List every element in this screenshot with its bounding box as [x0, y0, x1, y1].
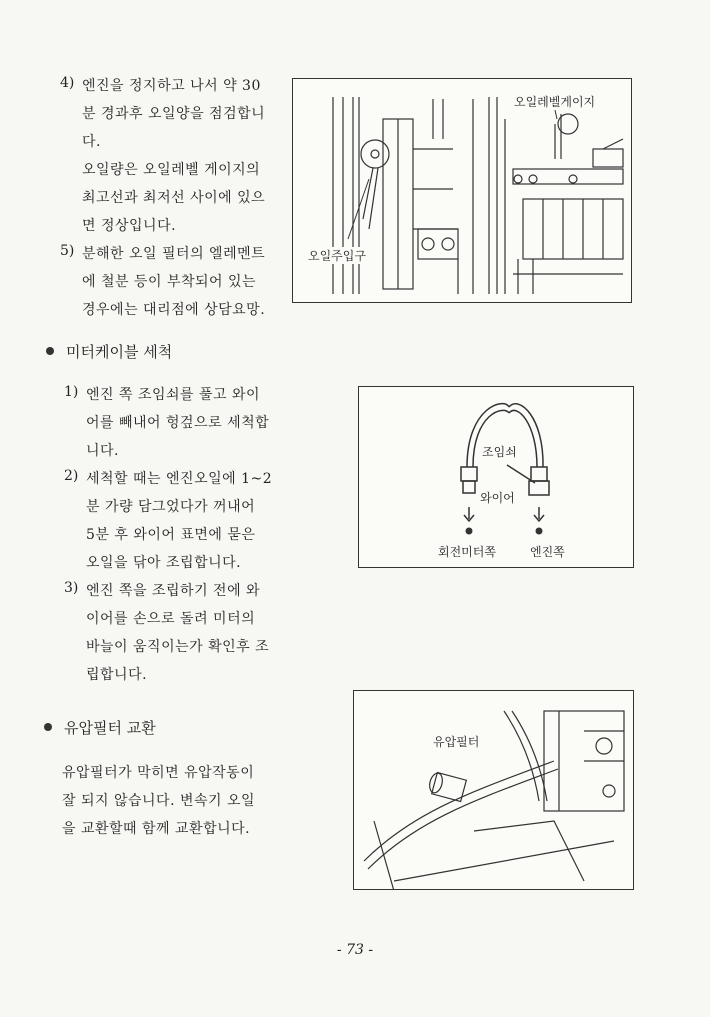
text-line: 오일량은 오일레벨 게이지의 [82, 162, 261, 178]
oil-gauge-figure [292, 78, 632, 303]
text-line: 경우에는 대리점에 상담요망. [82, 302, 266, 318]
text-line: 분 가량 담그었다가 꺼내어 [86, 499, 256, 515]
text-line: 바늘이 움직이는가 확인후 조 [86, 639, 270, 655]
section-heading: 미터케이블 세척 [66, 343, 173, 361]
text-line: 에 철분 등이 부착되어 있는 [82, 274, 257, 290]
filter-label: 유압필터 [433, 735, 480, 749]
wire-label: 와이어 [480, 491, 515, 505]
engine-drawing [293, 79, 632, 303]
cable-drawing [359, 387, 634, 568]
text-line: 면 정상입니다. [82, 218, 177, 234]
text-line: 어를 빼내어 헝겊으로 세척합 [86, 415, 270, 431]
item-number: 2) [64, 468, 79, 484]
text-line: 다. [82, 134, 101, 150]
text-line: 립합니다. [86, 667, 148, 683]
text-line: 최고선과 최저선 사이에 있으 [82, 190, 266, 206]
item-number: 1) [64, 384, 79, 400]
text-line: 이어를 손으로 돌려 미터의 [86, 611, 256, 627]
engine-side-label: 엔진쪽 [530, 545, 565, 559]
meter-cable-figure [358, 386, 634, 568]
text-line: 엔진을 정지하고 나서 약 30 [82, 78, 261, 94]
text-line: 5분 후 와이어 표면에 묻은 [86, 527, 256, 543]
meter-side-label: 회전미터쪽 [438, 545, 496, 559]
bullet-icon [44, 723, 52, 731]
filter-drawing [354, 691, 634, 890]
text-line: 오일을 닦아 조립합니다. [86, 555, 242, 571]
text-line: 을 교환할때 함께 교환합니다. [62, 821, 251, 837]
item-number: 4) [60, 75, 75, 91]
bullet-icon [46, 347, 54, 355]
text-line: 분 경과후 오일양을 점검합니 [82, 106, 266, 122]
text-line: 엔진 쪽을 조립하기 전에 와 [86, 583, 261, 599]
text-line: 유압필터가 막히면 유압작동이 [62, 765, 255, 781]
text-line: 세척할 때는 엔진오일에 1~2 [86, 471, 273, 487]
hydraulic-filter-figure [353, 690, 634, 890]
inlet-label: 오일주입구 [308, 249, 366, 263]
item-number: 3) [64, 580, 79, 596]
text-line: 엔진 쪽 조임쇠를 풀고 와이 [86, 387, 261, 403]
page-number: - 73 - [336, 942, 374, 958]
clamp-label: 조임쇠 [482, 445, 517, 459]
text-line: 분해한 오일 필터의 엘레멘트 [82, 246, 266, 262]
item-number: 5) [60, 243, 75, 259]
section-heading: 유압필터 교환 [64, 719, 156, 737]
text-line: 니다. [86, 443, 119, 459]
text-line: 잘 되지 않습니다. 변속기 오일 [62, 793, 256, 809]
gauge-label: 오일레벨게이지 [514, 95, 596, 109]
